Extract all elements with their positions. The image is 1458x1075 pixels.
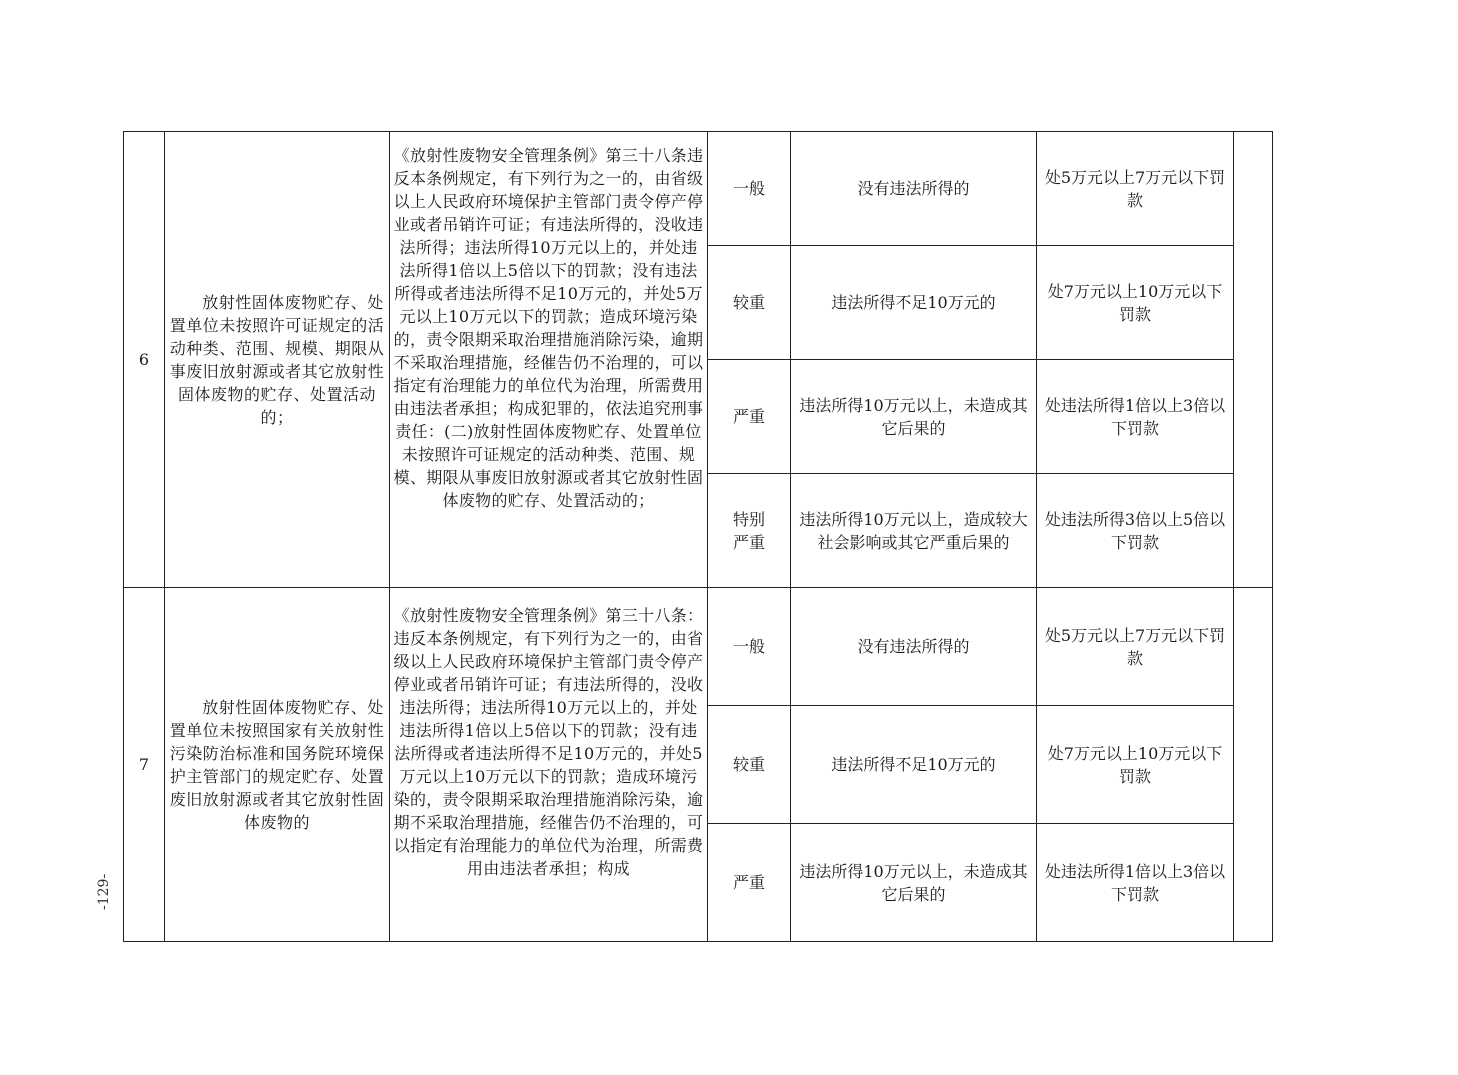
- legal-basis: 《放射性废物安全管理条例》第三十八条违反本条例规定，有下列行为之一的，由省级以上人民政府环境保护主管部门责令停产停业或者吊销许可证；有违法所得的，没收违法所得；违法所得10万元以上的，并处违法所得1倍以上5倍以下的罚款；没有违法所得或者违法所得不足10万元的，并处5万元以上10万元以下的罚款；造成环境污染的，责令限期采取治理措施消除污染，逾期不采取治理措施，经催告仍不治理的，可以指定有治理能力的单位代为治理，所需费用由违法者承担；构成犯罪的，依法追究刑事责任：(二)放射性固体废物贮存、处置单位未按照许可证规定的活动种类、范围、规模、期限从事废旧放射源或者其它放射性固体废物的贮存、处置活动的；: [390, 132, 708, 588]
- penalty-table: [123, 131, 1273, 942]
- severity-level: 较重: [708, 246, 791, 360]
- severity-level: 较重: [708, 706, 791, 824]
- circumstance: 违法所得10万元以上，造成较大社会影响或其它严重后果的: [791, 474, 1037, 588]
- circumstance: 违法所得不足10万元的: [791, 706, 1037, 824]
- penalty-standard: 处7万元以上10万元以下罚款: [1037, 246, 1234, 360]
- circumstance: 没有违法所得的: [791, 588, 1037, 706]
- penalty-standard: 处7万元以上10万元以下罚款: [1037, 706, 1234, 824]
- penalty-standard: 处5万元以上7万元以下罚款: [1037, 588, 1234, 706]
- violation-item: 放射性固体废物贮存、处置单位未按照许可证规定的活动种类、范围、规模、期限从事废旧放射源或者其它放射性固体废物的贮存、处置活动的；: [165, 132, 390, 588]
- severity-level: 特别严重: [708, 474, 791, 588]
- circumstance: 没有违法所得的: [791, 132, 1037, 246]
- remarks-cell: [1234, 132, 1273, 588]
- severity-level: 严重: [708, 824, 791, 942]
- penalty-standard: 处违法所得3倍以上5倍以下罚款: [1037, 474, 1234, 588]
- table-row: [124, 132, 1273, 246]
- severity-level: 一般: [708, 588, 791, 706]
- violation-item: 放射性固体废物贮存、处置单位未按照国家有关放射性污染防治标准和国务院环境保护主管部门的规定贮存、处置废旧放射源或者其它放射性固体废物的: [165, 588, 390, 942]
- row-number: 6: [124, 132, 165, 588]
- circumstance: 违法所得10万元以上，未造成其它后果的: [791, 360, 1037, 474]
- page-number: -129-: [96, 873, 112, 911]
- row-number: 7: [124, 588, 165, 942]
- penalty-standard: 处5万元以上7万元以下罚款: [1037, 132, 1234, 246]
- severity-level: 严重: [708, 360, 791, 474]
- remarks-cell: [1234, 588, 1273, 942]
- legal-basis: 《放射性废物安全管理条例》第三十八条：违反本条例规定，有下列行为之一的，由省级以上人民政府环境保护主管部门责令停产停业或者吊销许可证；有违法所得的，没收违法所得；违法所得10万元以上的，并处违法所得1倍以上5倍以下的罚款；没有违法所得或者违法所得不足10万元的，并处5万元以上10万元以下的罚款；造成环境污染的，责令限期采取治理措施消除污染，逾期不采取治理措施，经催告仍不治理的，可以指定有治理能力的单位代为治理，所需费用由违法者承担；构成: [390, 588, 708, 942]
- severity-level: 一般: [708, 132, 791, 246]
- circumstance: 违法所得不足10万元的: [791, 246, 1037, 360]
- table-row: [124, 588, 1273, 706]
- penalty-standard: 处违法所得1倍以上3倍以下罚款: [1037, 824, 1234, 942]
- circumstance: 违法所得10万元以上，未造成其它后果的: [791, 824, 1037, 942]
- penalty-standard: 处违法所得1倍以上3倍以下罚款: [1037, 360, 1234, 474]
